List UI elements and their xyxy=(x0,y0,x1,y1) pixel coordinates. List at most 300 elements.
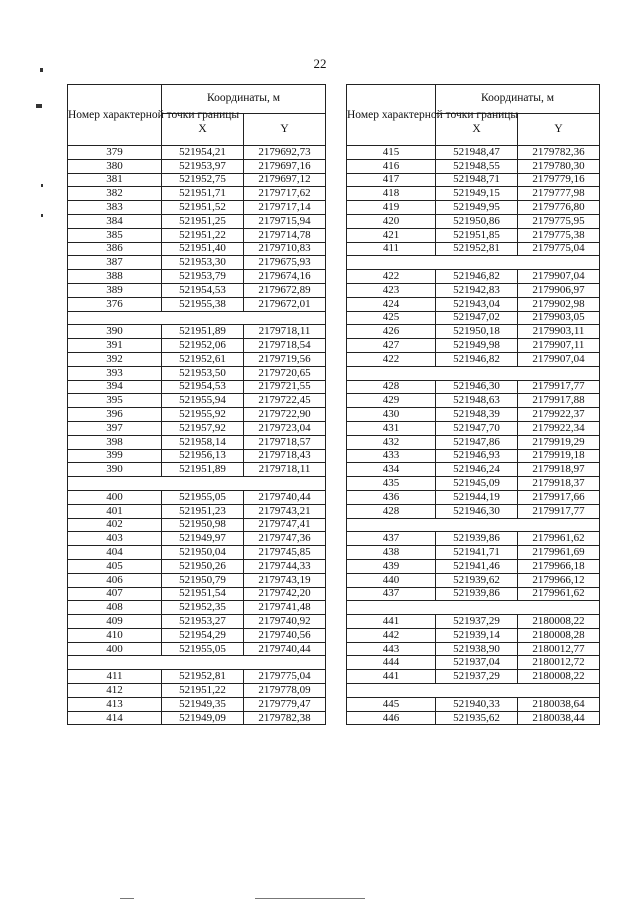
y-coordinate-cell: 2179907,04 xyxy=(518,352,600,366)
table-row xyxy=(68,187,326,201)
point-number-cell: 403 xyxy=(68,532,162,546)
table-row xyxy=(68,670,326,684)
y-coordinate-cell: 2179919,29 xyxy=(518,435,600,449)
point-number-cell: 423 xyxy=(347,283,436,297)
x-coordinate-cell: 521949,97 xyxy=(162,532,244,546)
table-row xyxy=(68,573,326,587)
point-number-cell: 397 xyxy=(68,421,162,435)
table-row xyxy=(347,283,600,297)
y-coordinate-cell: 2179917,77 xyxy=(518,380,600,394)
x-coordinate-cell: 521949,95 xyxy=(436,201,518,215)
y-coordinate-cell: 2179966,18 xyxy=(518,559,600,573)
table-row xyxy=(347,187,600,201)
y-coordinate-cell: 2179778,09 xyxy=(244,684,326,698)
table-separator-row xyxy=(347,366,600,380)
point-number-cell: 387 xyxy=(68,256,162,270)
x-coordinate-cell: 521956,13 xyxy=(162,449,244,463)
x-coordinate-cell: 521950,98 xyxy=(162,518,244,532)
point-number-cell: 414 xyxy=(68,711,162,725)
point-number-cell: 442 xyxy=(347,628,436,642)
y-coordinate-cell: 2179718,11 xyxy=(244,325,326,339)
point-number-cell: 393 xyxy=(68,366,162,380)
point-number-cell: 402 xyxy=(68,518,162,532)
table-row xyxy=(68,159,326,173)
point-number-cell: 400 xyxy=(68,642,162,656)
table-row xyxy=(68,559,326,573)
point-number-cell: 380 xyxy=(68,159,162,173)
x-coordinate-cell: 521953,30 xyxy=(162,256,244,270)
x-coordinate-cell: 521946,30 xyxy=(436,380,518,394)
table-separator-row xyxy=(68,311,326,325)
x-coordinate-cell: 521955,92 xyxy=(162,408,244,422)
y-coordinate-cell: 2179966,12 xyxy=(518,573,600,587)
table-row xyxy=(347,214,600,228)
x-coordinate-cell: 521950,26 xyxy=(162,559,244,573)
coordinates-header: Координаты, м xyxy=(436,85,600,114)
y-coordinate-cell: 2179721,55 xyxy=(244,380,326,394)
table-row xyxy=(347,394,600,408)
y-coordinate-cell: 2179917,77 xyxy=(518,504,600,518)
y-coordinate-cell: 2179697,12 xyxy=(244,173,326,187)
table-row xyxy=(347,670,600,684)
y-coordinate-cell: 2179919,18 xyxy=(518,449,600,463)
x-coordinate-cell: 521946,82 xyxy=(436,352,518,366)
y-coordinate-cell: 2180038,64 xyxy=(518,697,600,711)
table-row xyxy=(68,449,326,463)
table-row xyxy=(68,490,326,504)
y-coordinate-cell: 2179740,56 xyxy=(244,628,326,642)
table-row xyxy=(68,532,326,546)
table-row xyxy=(68,325,326,339)
point-number-cell: 428 xyxy=(347,380,436,394)
point-number-cell: 417 xyxy=(347,173,436,187)
point-number-cell: 425 xyxy=(347,311,436,325)
x-coordinate-cell: 521942,83 xyxy=(436,283,518,297)
point-number-cell: 416 xyxy=(347,159,436,173)
x-coordinate-cell: 521946,82 xyxy=(436,270,518,284)
table-row xyxy=(347,325,600,339)
y-coordinate-cell: 2179714,78 xyxy=(244,228,326,242)
y-coordinate-cell: 2179744,33 xyxy=(244,559,326,573)
table-row xyxy=(347,559,600,573)
x-coordinate-cell: 521948,71 xyxy=(436,173,518,187)
y-coordinate-cell: 2179775,04 xyxy=(518,242,600,256)
table-row xyxy=(68,518,326,532)
separator-cell xyxy=(68,656,326,670)
x-coordinate-cell: 521947,02 xyxy=(436,311,518,325)
table-row xyxy=(68,615,326,629)
table-row xyxy=(68,601,326,615)
separator-cell xyxy=(68,311,326,325)
point-number-cell: 405 xyxy=(68,559,162,573)
point-number-cell: 428 xyxy=(347,504,436,518)
y-coordinate-cell: 2179674,16 xyxy=(244,270,326,284)
x-coordinate-cell: 521955,38 xyxy=(162,297,244,311)
x-coordinate-cell: 521951,89 xyxy=(162,463,244,477)
point-number-cell: 440 xyxy=(347,573,436,587)
y-header: Y xyxy=(244,114,326,146)
y-coordinate-cell: 2179719,56 xyxy=(244,352,326,366)
x-coordinate-cell: 521958,14 xyxy=(162,435,244,449)
x-coordinate-cell: 521951,22 xyxy=(162,228,244,242)
y-coordinate-cell: 2179740,92 xyxy=(244,615,326,629)
point-number-cell: 392 xyxy=(68,352,162,366)
point-number-cell: 395 xyxy=(68,394,162,408)
x-coordinate-cell: 521957,92 xyxy=(162,421,244,435)
table-row xyxy=(68,504,326,518)
y-coordinate-cell: 2179717,62 xyxy=(244,187,326,201)
y-coordinate-cell: 2179723,04 xyxy=(244,421,326,435)
y-coordinate-cell: 2179718,43 xyxy=(244,449,326,463)
x-coordinate-cell: 521954,29 xyxy=(162,628,244,642)
table-row xyxy=(347,490,600,504)
y-coordinate-cell: 2179672,01 xyxy=(244,297,326,311)
y-coordinate-cell: 2179741,48 xyxy=(244,601,326,615)
y-coordinate-cell: 2179742,20 xyxy=(244,587,326,601)
table-row xyxy=(68,408,326,422)
point-number-cell: 394 xyxy=(68,380,162,394)
table-row xyxy=(347,504,600,518)
x-coordinate-cell: 521950,18 xyxy=(436,325,518,339)
point-number-cell: 434 xyxy=(347,463,436,477)
x-coordinate-cell: 521953,97 xyxy=(162,159,244,173)
point-number-cell: 376 xyxy=(68,297,162,311)
y-coordinate-cell: 2179740,44 xyxy=(244,490,326,504)
table-row xyxy=(68,628,326,642)
y-coordinate-cell: 2179922,37 xyxy=(518,408,600,422)
table-row xyxy=(68,283,326,297)
x-header: X xyxy=(436,114,518,146)
point-number-cell: 383 xyxy=(68,201,162,215)
table-separator-row xyxy=(347,601,600,615)
point-number-cell: 391 xyxy=(68,339,162,353)
y-coordinate-cell: 2179917,66 xyxy=(518,490,600,504)
x-coordinate-cell: 521951,40 xyxy=(162,242,244,256)
y-coordinate-cell: 2180008,22 xyxy=(518,670,600,684)
table-separator-row xyxy=(347,256,600,270)
x-coordinate-cell: 521951,52 xyxy=(162,201,244,215)
x-coordinate-cell: 521949,35 xyxy=(162,697,244,711)
y-coordinate-cell: 2180012,72 xyxy=(518,656,600,670)
y-coordinate-cell: 2179697,16 xyxy=(244,159,326,173)
table-row xyxy=(68,684,326,698)
point-number-cell: 422 xyxy=(347,352,436,366)
table-row xyxy=(68,352,326,366)
point-number-cell: 422 xyxy=(347,270,436,284)
y-coordinate-cell: 2180012,77 xyxy=(518,642,600,656)
x-coordinate-cell: 521939,86 xyxy=(436,587,518,601)
y-coordinate-cell: 2179779,16 xyxy=(518,173,600,187)
x-coordinate-cell: 521954,53 xyxy=(162,380,244,394)
separator-cell xyxy=(347,256,600,270)
table-row xyxy=(347,435,600,449)
x-coordinate-cell: 521955,05 xyxy=(162,490,244,504)
point-number-cell: 390 xyxy=(68,325,162,339)
point-number-cell: 396 xyxy=(68,408,162,422)
point-number-cell: 419 xyxy=(347,201,436,215)
y-coordinate-cell: 2179747,36 xyxy=(244,532,326,546)
table-row xyxy=(68,642,326,656)
point-number-cell: 446 xyxy=(347,711,436,725)
x-coordinate-cell: 521953,79 xyxy=(162,270,244,284)
x-coordinate-cell: 521948,39 xyxy=(436,408,518,422)
point-number-header: Номер характерной точки границы xyxy=(347,85,436,146)
point-number-cell: 427 xyxy=(347,339,436,353)
point-number-cell: 400 xyxy=(68,490,162,504)
x-coordinate-cell: 521951,23 xyxy=(162,504,244,518)
scan-mark xyxy=(41,214,43,217)
table-row xyxy=(68,201,326,215)
x-coordinate-cell: 521935,62 xyxy=(436,711,518,725)
y-coordinate-cell: 2179715,94 xyxy=(244,214,326,228)
y-coordinate-cell: 2179782,36 xyxy=(518,146,600,160)
table-row xyxy=(68,421,326,435)
x-coordinate-cell: 521951,54 xyxy=(162,587,244,601)
point-number-cell: 382 xyxy=(68,187,162,201)
x-coordinate-cell: 521952,06 xyxy=(162,339,244,353)
separator-cell xyxy=(347,366,600,380)
x-coordinate-cell: 521955,05 xyxy=(162,642,244,656)
table-row xyxy=(68,394,326,408)
table-row xyxy=(68,242,326,256)
point-number-cell: 438 xyxy=(347,546,436,560)
y-coordinate-cell: 2179672,89 xyxy=(244,283,326,297)
y-coordinate-cell: 2179902,98 xyxy=(518,297,600,311)
x-coordinate-cell: 521952,35 xyxy=(162,601,244,615)
table-row xyxy=(347,173,600,187)
scan-mark xyxy=(36,104,42,108)
x-coordinate-cell: 521939,86 xyxy=(436,532,518,546)
y-coordinate-cell: 2179675,93 xyxy=(244,256,326,270)
point-number-cell: 384 xyxy=(68,214,162,228)
table-row xyxy=(68,380,326,394)
x-coordinate-cell: 521953,50 xyxy=(162,366,244,380)
x-coordinate-cell: 521951,22 xyxy=(162,684,244,698)
x-coordinate-cell: 521947,86 xyxy=(436,435,518,449)
y-coordinate-cell: 2180008,28 xyxy=(518,628,600,642)
point-number-cell: 415 xyxy=(347,146,436,160)
point-number-cell: 413 xyxy=(68,697,162,711)
y-coordinate-cell: 2179745,85 xyxy=(244,546,326,560)
table-row xyxy=(68,339,326,353)
y-coordinate-cell: 2179961,62 xyxy=(518,587,600,601)
table-row xyxy=(347,242,600,256)
x-coordinate-cell: 521951,89 xyxy=(162,325,244,339)
separator-cell xyxy=(347,684,600,698)
y-coordinate-cell: 2179777,98 xyxy=(518,187,600,201)
table-row xyxy=(68,463,326,477)
x-coordinate-cell: 521937,29 xyxy=(436,615,518,629)
separator-cell xyxy=(68,477,326,491)
y-coordinate-cell: 2179907,04 xyxy=(518,270,600,284)
point-number-cell: 441 xyxy=(347,615,436,629)
point-number-cell: 389 xyxy=(68,283,162,297)
y-coordinate-cell: 2179907,11 xyxy=(518,339,600,353)
x-coordinate-cell: 521954,21 xyxy=(162,146,244,160)
point-number-cell: 386 xyxy=(68,242,162,256)
table-row xyxy=(347,352,600,366)
x-coordinate-cell: 521944,19 xyxy=(436,490,518,504)
y-coordinate-cell: 2180038,44 xyxy=(518,711,600,725)
y-coordinate-cell: 2179782,38 xyxy=(244,711,326,725)
x-coordinate-cell: 521946,93 xyxy=(436,449,518,463)
point-number-cell: 385 xyxy=(68,228,162,242)
y-coordinate-cell: 2179743,21 xyxy=(244,504,326,518)
table-separator-row xyxy=(68,477,326,491)
y-coordinate-cell: 2179718,54 xyxy=(244,339,326,353)
x-coordinate-cell: 521946,30 xyxy=(436,504,518,518)
table-row xyxy=(347,339,600,353)
y-coordinate-cell: 2179917,88 xyxy=(518,394,600,408)
coordinates-header: Координаты, м xyxy=(162,85,326,114)
footer-line xyxy=(255,898,365,899)
table-row xyxy=(347,532,600,546)
table-row xyxy=(68,366,326,380)
x-coordinate-cell: 521940,33 xyxy=(436,697,518,711)
x-coordinate-cell: 521952,75 xyxy=(162,173,244,187)
x-coordinate-cell: 521946,24 xyxy=(436,463,518,477)
table-separator-row xyxy=(347,518,600,532)
point-number-cell: 406 xyxy=(68,573,162,587)
y-coordinate-cell: 2179692,73 xyxy=(244,146,326,160)
point-number-cell: 379 xyxy=(68,146,162,160)
point-number-cell: 401 xyxy=(68,504,162,518)
y-coordinate-cell: 2179722,45 xyxy=(244,394,326,408)
table-row xyxy=(68,297,326,311)
point-number-cell: 437 xyxy=(347,587,436,601)
table-row xyxy=(347,628,600,642)
point-number-cell: 430 xyxy=(347,408,436,422)
point-number-cell: 408 xyxy=(68,601,162,615)
page-number: 22 xyxy=(313,56,327,71)
x-coordinate-cell: 521945,09 xyxy=(436,477,518,491)
y-coordinate-cell: 2179906,97 xyxy=(518,283,600,297)
table-row xyxy=(68,435,326,449)
x-coordinate-cell: 521950,79 xyxy=(162,573,244,587)
point-number-cell: 407 xyxy=(68,587,162,601)
table-row xyxy=(347,463,600,477)
point-number-cell: 443 xyxy=(347,642,436,656)
point-number-cell: 436 xyxy=(347,490,436,504)
table-row xyxy=(347,297,600,311)
y-coordinate-cell: 2179747,41 xyxy=(244,518,326,532)
table-row xyxy=(347,228,600,242)
point-number-cell: 437 xyxy=(347,532,436,546)
point-number-cell: 388 xyxy=(68,270,162,284)
x-coordinate-cell: 521952,61 xyxy=(162,352,244,366)
point-number-cell: 412 xyxy=(68,684,162,698)
table-row xyxy=(347,642,600,656)
separator-cell xyxy=(347,601,600,615)
x-coordinate-cell: 521938,90 xyxy=(436,642,518,656)
scan-mark xyxy=(40,68,43,72)
y-coordinate-cell: 2179718,57 xyxy=(244,435,326,449)
y-coordinate-cell: 2180008,22 xyxy=(518,615,600,629)
table-row xyxy=(68,228,326,242)
table-row xyxy=(347,380,600,394)
y-coordinate-cell: 2179918,97 xyxy=(518,463,600,477)
x-coordinate-cell: 521951,85 xyxy=(436,228,518,242)
table-separator-row xyxy=(347,684,600,698)
x-coordinate-cell: 521953,27 xyxy=(162,615,244,629)
table-row xyxy=(347,697,600,711)
point-number-cell: 421 xyxy=(347,228,436,242)
point-number-cell: 409 xyxy=(68,615,162,629)
point-number-cell: 418 xyxy=(347,187,436,201)
y-coordinate-cell: 2179743,19 xyxy=(244,573,326,587)
table-row xyxy=(347,546,600,560)
x-coordinate-cell: 521949,09 xyxy=(162,711,244,725)
point-number-cell: 424 xyxy=(347,297,436,311)
y-coordinate-cell: 2179903,05 xyxy=(518,311,600,325)
coordinates-table-left xyxy=(67,84,326,725)
x-coordinate-cell: 521954,53 xyxy=(162,283,244,297)
y-coordinate-cell: 2179775,38 xyxy=(518,228,600,242)
table-row xyxy=(68,256,326,270)
y-coordinate-cell: 2179740,44 xyxy=(244,642,326,656)
table-row xyxy=(347,449,600,463)
table-row xyxy=(347,656,600,670)
x-coordinate-cell: 521937,29 xyxy=(436,670,518,684)
point-number-cell: 411 xyxy=(347,242,436,256)
point-number-cell: 420 xyxy=(347,214,436,228)
x-coordinate-cell: 521952,81 xyxy=(436,242,518,256)
x-coordinate-cell: 521941,46 xyxy=(436,559,518,573)
table-row xyxy=(347,587,600,601)
x-coordinate-cell: 521941,71 xyxy=(436,546,518,560)
y-coordinate-cell: 2179903,11 xyxy=(518,325,600,339)
x-coordinate-cell: 521952,81 xyxy=(162,670,244,684)
table-row xyxy=(347,573,600,587)
table-row xyxy=(347,159,600,173)
point-number-cell: 439 xyxy=(347,559,436,573)
x-coordinate-cell: 521949,98 xyxy=(436,339,518,353)
table-row xyxy=(347,421,600,435)
y-coordinate-cell: 2179722,90 xyxy=(244,408,326,422)
x-coordinate-cell: 521939,14 xyxy=(436,628,518,642)
y-coordinate-cell: 2179720,65 xyxy=(244,366,326,380)
x-coordinate-cell: 521955,94 xyxy=(162,394,244,408)
table-row xyxy=(347,311,600,325)
point-number-cell: 431 xyxy=(347,421,436,435)
x-coordinate-cell: 521950,04 xyxy=(162,546,244,560)
table-row xyxy=(347,146,600,160)
y-coordinate-cell: 2179776,80 xyxy=(518,201,600,215)
point-number-cell: 404 xyxy=(68,546,162,560)
table-row xyxy=(347,711,600,725)
point-number-cell: 426 xyxy=(347,325,436,339)
y-header: Y xyxy=(518,114,600,146)
table-row xyxy=(347,270,600,284)
y-coordinate-cell: 2179961,69 xyxy=(518,546,600,560)
table-row xyxy=(68,546,326,560)
y-coordinate-cell: 2179718,11 xyxy=(244,463,326,477)
y-coordinate-cell: 2179779,47 xyxy=(244,697,326,711)
table-row xyxy=(68,711,326,725)
table-row xyxy=(68,697,326,711)
y-coordinate-cell: 2179717,14 xyxy=(244,201,326,215)
table-row xyxy=(68,173,326,187)
point-number-header: Номер характерной точки границы xyxy=(68,85,162,146)
table-row xyxy=(68,270,326,284)
table-separator-row xyxy=(68,656,326,670)
table-row xyxy=(347,477,600,491)
point-number-cell: 410 xyxy=(68,628,162,642)
x-header: X xyxy=(162,114,244,146)
point-number-cell: 432 xyxy=(347,435,436,449)
coordinates-table-right xyxy=(346,84,600,725)
point-number-cell: 433 xyxy=(347,449,436,463)
